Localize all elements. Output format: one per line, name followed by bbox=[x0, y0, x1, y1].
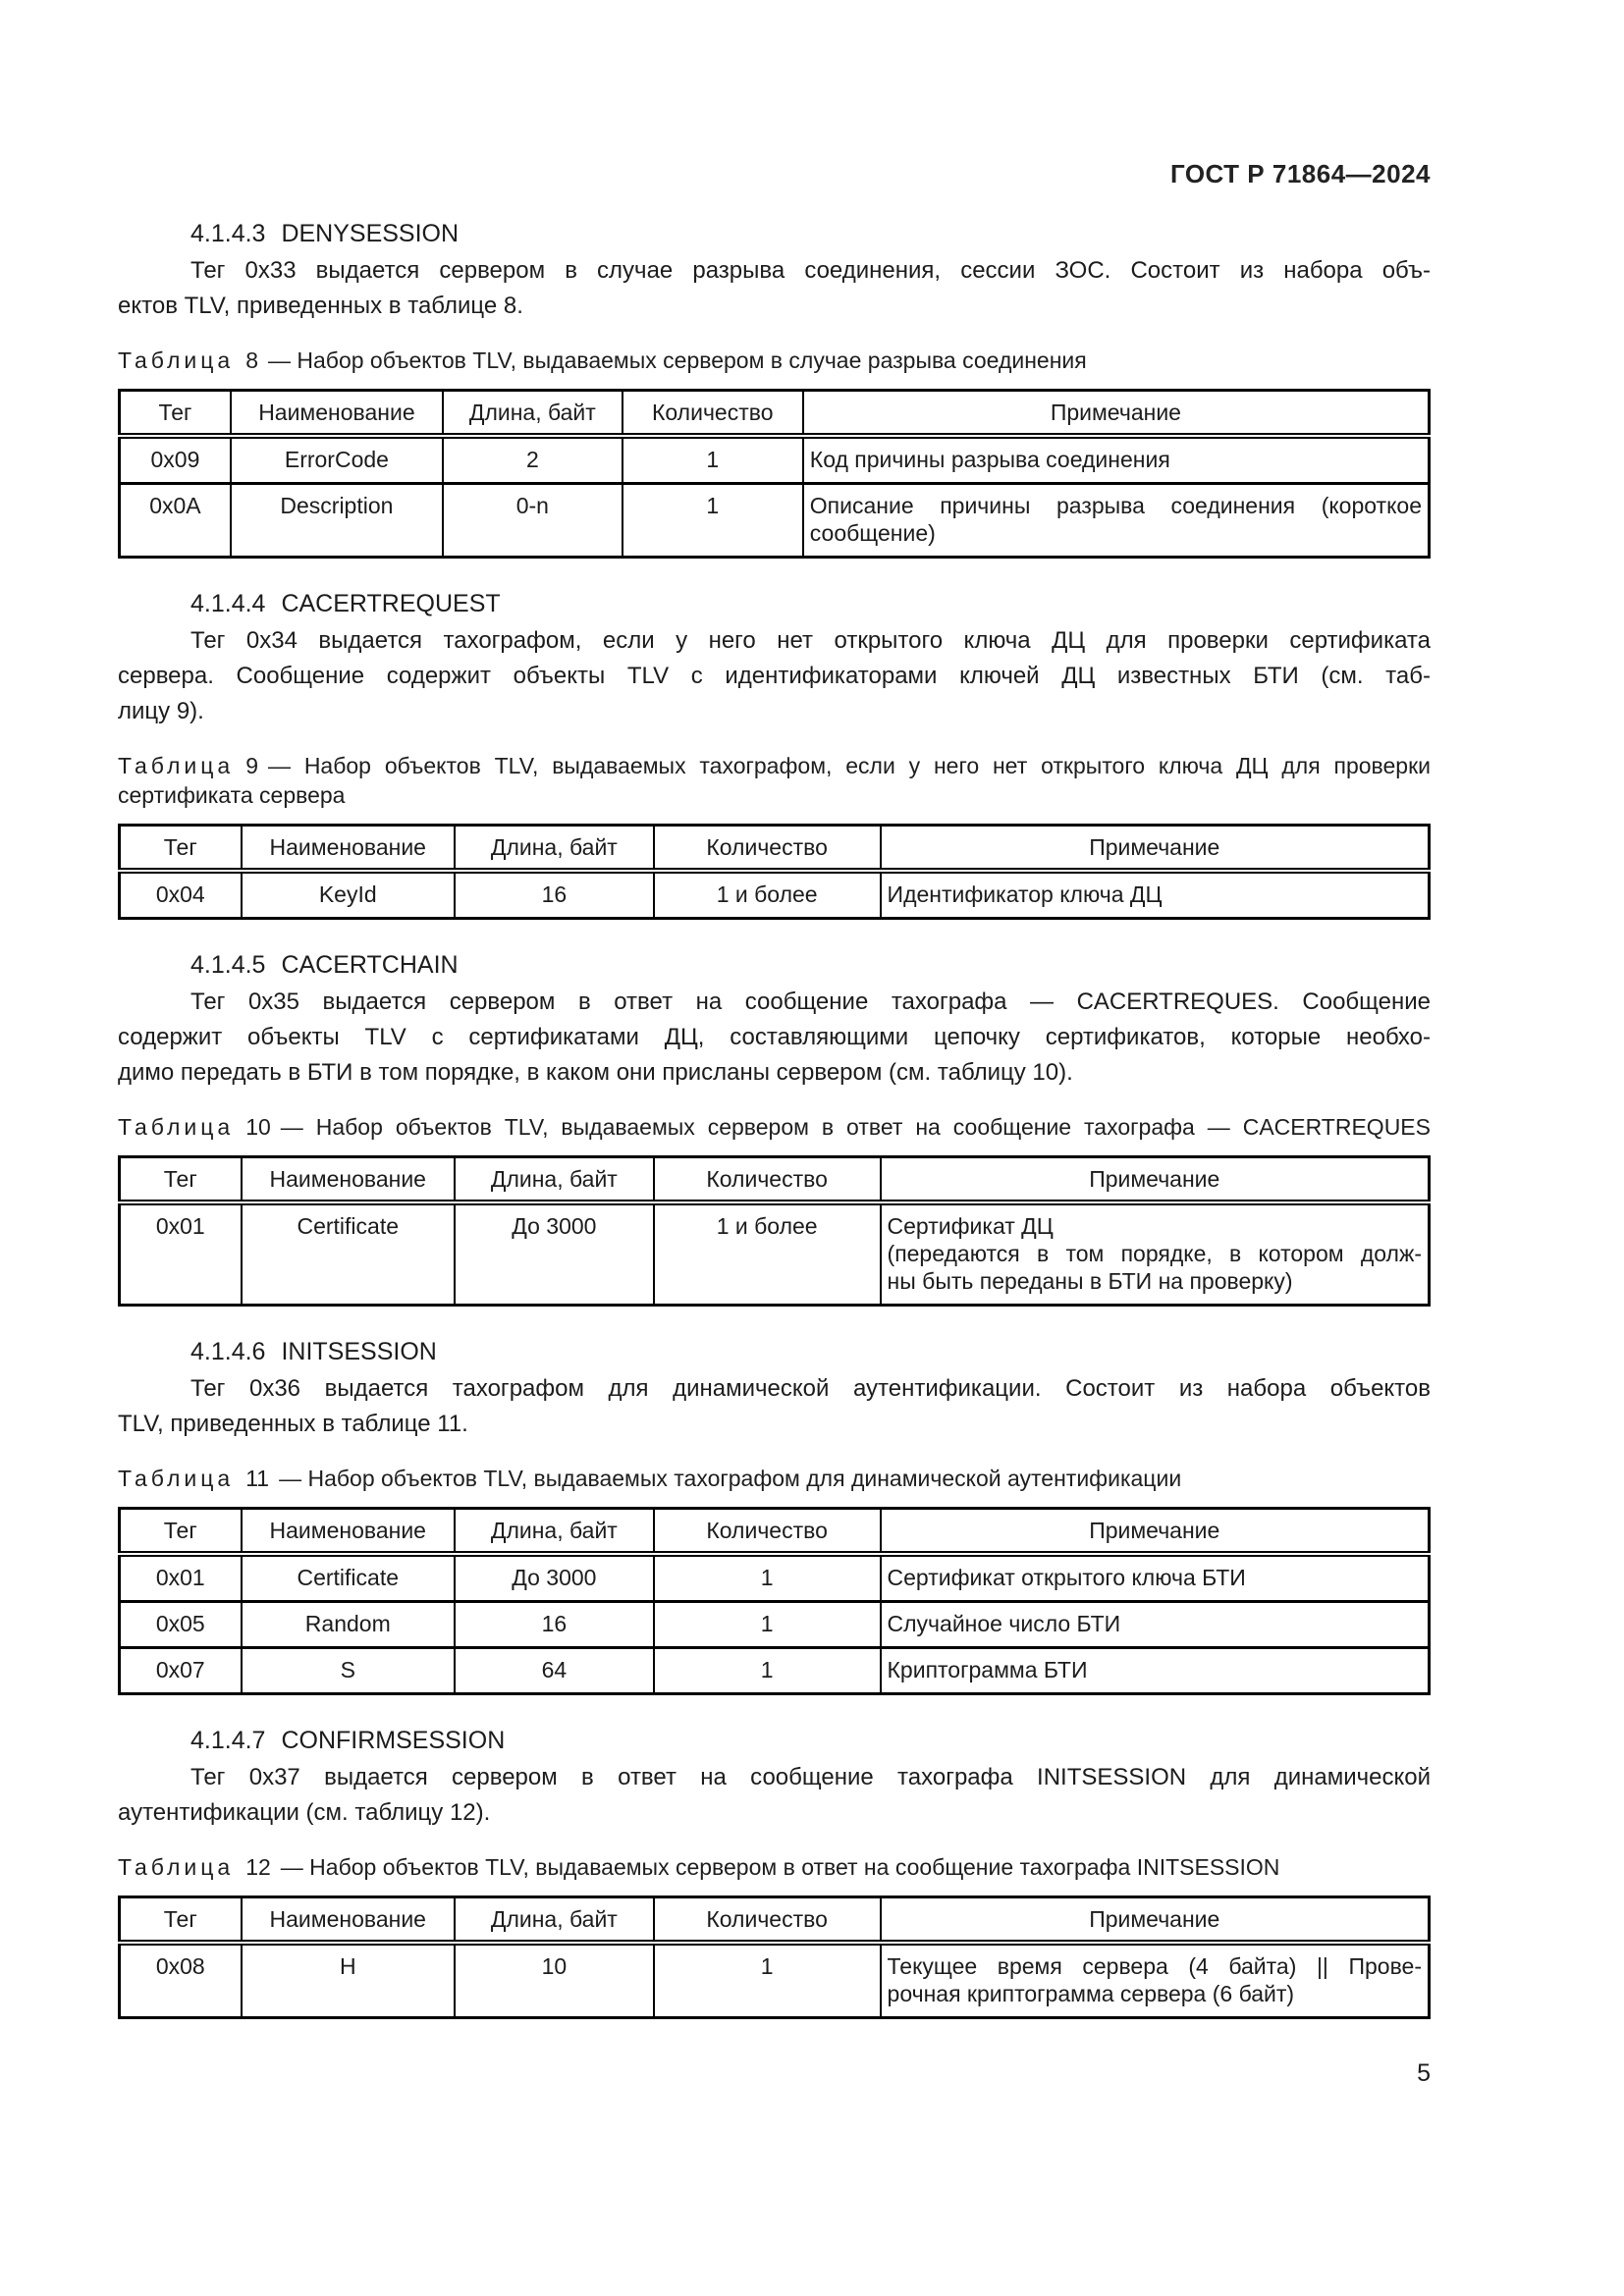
table-caption bbox=[118, 1112, 1431, 1142]
cell-length: 16 bbox=[455, 871, 654, 919]
table-header-row bbox=[120, 1157, 1430, 1203]
section-title: DENYSESSION bbox=[281, 220, 460, 247]
paragraph-line: содержит объекты TLV с сертификатами ДЦ, составляющими цепочку сертификатов, которые необхо- bbox=[118, 1024, 1431, 1050]
section-number: 4.1.4.6 bbox=[190, 1338, 266, 1365]
table-12 bbox=[118, 1896, 1431, 2019]
cell-length: До 3000 bbox=[455, 1202, 654, 1306]
col-header-note: Примечание bbox=[881, 1509, 1430, 1555]
cell-name: ErrorCode bbox=[231, 436, 443, 484]
section-initsession bbox=[118, 1332, 1431, 1695]
note-line: Случайное число БТИ bbox=[887, 1611, 1121, 1636]
cell-note bbox=[881, 1202, 1430, 1306]
note-line: Криптограмма БТИ bbox=[887, 1657, 1088, 1682]
section-title: INITSESSION bbox=[281, 1338, 437, 1365]
cell-count: 1 и более bbox=[654, 871, 881, 919]
note-line: Текущее время сервера (4 байта) || Прове- bbox=[887, 1953, 1422, 1979]
note-line: (передаются в том порядке, в котором долж- bbox=[887, 1241, 1422, 1266]
table-row bbox=[120, 871, 1430, 919]
section-number: 4.1.4.3 bbox=[190, 220, 266, 247]
note-line: сообщение) bbox=[809, 520, 936, 546]
caption-text: — Набор объектов TLV, выдаваемых сервером в ответ на сообщение тахографа — CACERTREQUES bbox=[280, 1114, 1431, 1140]
col-header-count: Количество bbox=[654, 826, 881, 872]
paragraph-line: Тег 0x34 выдается тахографом, если у него нет открытого ключа ДЦ для проверки сертификата bbox=[190, 627, 1431, 654]
col-header-name: Наименование bbox=[242, 1157, 455, 1203]
paragraph-line: сервера. Сообщение содержит объекты TLV с идентификаторами ключей ДЦ известных БТИ (см. таб- bbox=[118, 663, 1431, 689]
cell-count: 1 bbox=[654, 1943, 881, 2018]
cell-name: KeyId bbox=[242, 871, 455, 919]
page-number: 5 bbox=[1417, 2059, 1431, 2087]
caption-text: — Набор объектов TLV, выдаваемых сервером в случае разрыва соединения bbox=[267, 347, 1087, 373]
table-header-row bbox=[120, 826, 1430, 872]
note-line: ны быть переданы в БТИ на проверку) bbox=[887, 1268, 1293, 1294]
paragraph-line: Тег 0x36 выдается тахографом для динамической аутентификации. Состоит из набора объектов bbox=[190, 1375, 1431, 1402]
note-line: Описание причины разрыва соединения (короткое bbox=[809, 493, 1422, 518]
paragraph-line: TLV, приведенных в таблице 11. bbox=[118, 1411, 468, 1437]
cell-name: Random bbox=[242, 1602, 455, 1648]
paragraph-line: аутентификации (см. таблицу 12). bbox=[118, 1799, 491, 1826]
col-header-note: Примечание bbox=[881, 1897, 1430, 1944]
note-line: Сертификат ДЦ bbox=[887, 1213, 1054, 1239]
paragraph-line: ектов TLV, приведенных в таблице 8. bbox=[118, 293, 523, 319]
paragraph bbox=[118, 1371, 1431, 1442]
table-caption bbox=[118, 1852, 1431, 1882]
section-number: 4.1.4.7 bbox=[190, 1727, 266, 1754]
paragraph-line: лицу 9). bbox=[118, 698, 204, 724]
cell-name: S bbox=[242, 1648, 455, 1694]
col-header-tag: Тег bbox=[120, 826, 242, 872]
cell-note bbox=[803, 436, 1430, 484]
cell-count: 1 bbox=[623, 436, 803, 484]
table-row bbox=[120, 484, 1430, 558]
caption-number: 10 bbox=[245, 1114, 271, 1140]
caption-label: Таблица bbox=[118, 1466, 235, 1491]
note-line: Идентификатор ключа ДЦ bbox=[887, 881, 1163, 907]
section-heading bbox=[190, 214, 1431, 253]
cell-tag: 0x01 bbox=[120, 1554, 242, 1602]
table-row bbox=[120, 1554, 1430, 1602]
caption-text: — Набор объектов TLV, выдаваемых сервером в ответ на сообщение тахографа INITSESSION bbox=[280, 1854, 1280, 1880]
cell-tag: 0x01 bbox=[120, 1202, 242, 1306]
col-header-note: Примечание bbox=[803, 391, 1430, 437]
cell-tag: 0x04 bbox=[120, 871, 242, 919]
cell-note bbox=[881, 1943, 1430, 2018]
caption-text: — Набор объектов TLV, выдаваемых тахографом, если у него нет открытого ключа ДЦ для проверки bbox=[267, 753, 1431, 778]
table-row bbox=[120, 1648, 1430, 1694]
table-11 bbox=[118, 1507, 1431, 1695]
paragraph bbox=[118, 623, 1431, 729]
note-line: Сертификат открытого ключа БТИ bbox=[887, 1565, 1246, 1590]
col-header-length: Длина, байт bbox=[455, 1509, 654, 1555]
col-header-note: Примечание bbox=[881, 826, 1430, 872]
cell-name: Certificate bbox=[242, 1202, 455, 1306]
cell-length: 2 bbox=[443, 436, 623, 484]
caption-text: — Набор объектов TLV, выдаваемых тахографом для динамической аутентификации bbox=[279, 1466, 1182, 1491]
section-heading bbox=[190, 1721, 1431, 1760]
cell-name: Description bbox=[231, 484, 443, 558]
cell-length: 0-n bbox=[443, 484, 623, 558]
paragraph bbox=[118, 253, 1431, 324]
cell-name: H bbox=[242, 1943, 455, 2018]
section-heading bbox=[190, 945, 1431, 985]
col-header-length: Длина, байт bbox=[443, 391, 623, 437]
section-cacertrequest bbox=[118, 584, 1431, 920]
cell-length: До 3000 bbox=[455, 1554, 654, 1602]
paragraph bbox=[118, 985, 1431, 1091]
cell-tag: 0x07 bbox=[120, 1648, 242, 1694]
cell-tag: 0x0A bbox=[120, 484, 231, 558]
note-line: Код причины разрыва соединения bbox=[809, 447, 1170, 472]
col-header-tag: Тег bbox=[120, 1897, 242, 1944]
paragraph-line: димо передать в БТИ в том порядке, в каком они присланы сервером (см. таблицу 10). bbox=[118, 1059, 1073, 1086]
paragraph-line: Тег 0x37 выдается сервером в ответ на сообщение тахографа INITSESSION для динамической bbox=[190, 1764, 1431, 1790]
caption-label: Таблица bbox=[118, 1854, 235, 1880]
col-header-name: Наименование bbox=[231, 391, 443, 437]
cell-length: 16 bbox=[455, 1602, 654, 1648]
section-cacertchain bbox=[118, 945, 1431, 1307]
col-header-name: Наименование bbox=[242, 1897, 455, 1944]
table-header-row bbox=[120, 391, 1430, 437]
cell-length: 10 bbox=[455, 1943, 654, 2018]
col-header-count: Количество bbox=[654, 1897, 881, 1944]
cell-tag: 0x09 bbox=[120, 436, 231, 484]
cell-note bbox=[881, 1554, 1430, 1602]
section-denysession bbox=[118, 214, 1431, 559]
col-header-length: Длина, байт bbox=[455, 1157, 654, 1203]
col-header-count: Количество bbox=[654, 1157, 881, 1203]
section-heading bbox=[190, 1332, 1431, 1371]
table-row bbox=[120, 1602, 1430, 1648]
caption-label: Таблица bbox=[118, 1114, 235, 1140]
cell-note bbox=[881, 1602, 1430, 1648]
table-row bbox=[120, 1202, 1430, 1306]
caption-number: 11 bbox=[245, 1466, 270, 1491]
section-title: CONFIRMSESSION bbox=[281, 1727, 506, 1754]
col-header-tag: Тег bbox=[120, 1157, 242, 1203]
table-row bbox=[120, 1943, 1430, 2018]
table-8 bbox=[118, 389, 1431, 559]
cell-note bbox=[881, 871, 1430, 919]
col-header-tag: Тег bbox=[120, 391, 231, 437]
paragraph-line: Тег 0x33 выдается сервером в случае разрыва соединения, сессии ЗОС. Состоит из набора объ- bbox=[190, 257, 1431, 284]
cell-note bbox=[881, 1648, 1430, 1694]
col-header-length: Длина, байт bbox=[455, 826, 654, 872]
col-header-count: Количество bbox=[654, 1509, 881, 1555]
note-line: рочная криптограмма сервера (6 байт) bbox=[887, 1981, 1295, 2006]
caption-label: Таблица bbox=[118, 347, 235, 373]
section-number: 4.1.4.4 bbox=[190, 590, 266, 617]
section-number: 4.1.4.5 bbox=[190, 951, 266, 979]
table-9 bbox=[118, 824, 1431, 920]
table-caption-line2: сертификата сервера bbox=[118, 782, 346, 808]
col-header-name: Наименование bbox=[242, 1509, 455, 1555]
caption-number: 9 bbox=[245, 753, 258, 778]
cell-length: 64 bbox=[455, 1648, 654, 1694]
section-title: CACERTCHAIN bbox=[281, 951, 459, 979]
col-header-tag: Тег bbox=[120, 1509, 242, 1555]
cell-name: Certificate bbox=[242, 1554, 455, 1602]
table-header-row bbox=[120, 1897, 1430, 1944]
table-caption bbox=[118, 1464, 1431, 1493]
col-header-length: Длина, байт bbox=[455, 1897, 654, 1944]
section-confirmsession bbox=[118, 1721, 1431, 2019]
cell-tag: 0x05 bbox=[120, 1602, 242, 1648]
col-header-note: Примечание bbox=[881, 1157, 1430, 1203]
caption-number: 12 bbox=[245, 1854, 271, 1880]
cell-count: 1 и более bbox=[654, 1202, 881, 1306]
caption-label: Таблица bbox=[118, 753, 235, 778]
cell-count: 1 bbox=[654, 1602, 881, 1648]
cell-count: 1 bbox=[623, 484, 803, 558]
paragraph-line: Тег 0x35 выдается сервером в ответ на сообщение тахографа — CACERTREQUES. Сообщение bbox=[190, 988, 1431, 1015]
col-header-name: Наименование bbox=[242, 826, 455, 872]
section-heading bbox=[190, 584, 1431, 623]
table-caption bbox=[118, 346, 1431, 375]
table-header-row bbox=[120, 1509, 1430, 1555]
table-10 bbox=[118, 1155, 1431, 1307]
caption-number: 8 bbox=[245, 347, 258, 373]
document-code-header: ГОСТ Р 71864—2024 bbox=[1169, 159, 1431, 188]
table-row bbox=[120, 436, 1430, 484]
cell-count: 1 bbox=[654, 1554, 881, 1602]
table-caption bbox=[118, 751, 1431, 780]
cell-tag: 0x08 bbox=[120, 1943, 242, 2018]
section-title: CACERTREQUEST bbox=[281, 590, 501, 617]
cell-count: 1 bbox=[654, 1648, 881, 1694]
col-header-count: Количество bbox=[623, 391, 803, 437]
paragraph bbox=[118, 1760, 1431, 1831]
cell-note bbox=[803, 484, 1430, 558]
